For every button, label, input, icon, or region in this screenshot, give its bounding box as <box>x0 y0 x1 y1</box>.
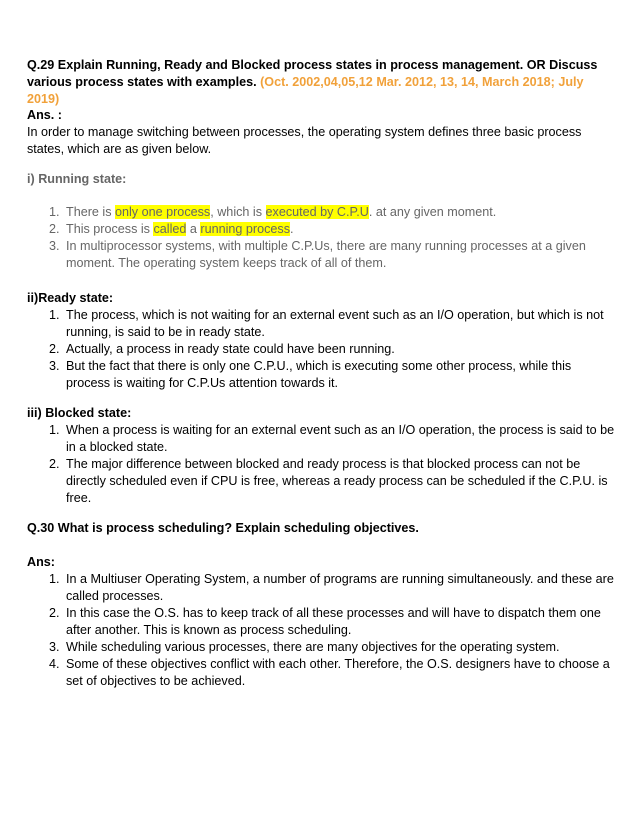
list-item <box>27 456 618 507</box>
list-text: But the fact that there is only one C.P.U., which is executing some other process, while this process is waiting for C.P.Us attention towards it. <box>66 359 572 390</box>
list-number: 4. <box>49 657 60 671</box>
list-number: 3. <box>49 239 60 253</box>
highlight: running process <box>200 222 291 236</box>
list-text: While scheduling various processes, there are many objectives for the operating system. <box>66 640 560 654</box>
list-item <box>27 307 618 341</box>
q30-list <box>27 571 618 690</box>
list-number: 1. <box>49 308 60 322</box>
running-state-list <box>27 204 618 272</box>
list-number: 1. <box>49 572 60 586</box>
list-number: 1. <box>49 423 60 437</box>
ready-state-list <box>27 307 618 392</box>
list-item <box>27 422 618 456</box>
list-number: 3. <box>49 640 60 654</box>
text-run: , which is <box>210 205 266 219</box>
list-text: Actually, a process in ready state could have been running. <box>66 342 395 356</box>
highlight: only one process <box>115 205 211 219</box>
list-text: When a process is waiting for an external event such as an I/O operation, the process is said to be in a blocked state. <box>66 423 615 454</box>
q29-dates: (Oct. 2002,04,05,12 Mar. 2012, 13, 14, March 2018; July 2019) <box>27 75 584 106</box>
list-item <box>27 204 618 221</box>
list-item <box>27 571 618 605</box>
list-item <box>27 341 618 358</box>
list-number: 2. <box>49 606 60 620</box>
highlight: called <box>153 222 187 236</box>
q30-ans-label: Ans: <box>27 555 55 569</box>
list-text: The major difference between blocked and ready process is that blocked process can not be directly scheduled even if CPU is free, whereas a ready process can be scheduled if the C.P.U. is free. <box>66 457 608 505</box>
list-text: Some of these objectives conflict with each other. Therefore, the O.S. designers have to choose a set of objectives to be achieved. <box>66 657 610 688</box>
q30-question: Q.30 What is process scheduling? Explain scheduling objectives. <box>27 521 419 535</box>
running-state-heading: i) Running state: <box>27 172 127 186</box>
list-item <box>27 238 618 272</box>
list-number: 2. <box>49 342 60 356</box>
list-item <box>27 358 618 392</box>
list-item <box>27 656 618 690</box>
q29-intro: In order to manage switching between processes, the operating system defines three basic process states, which are as given below. <box>27 125 582 156</box>
list-item <box>27 639 618 656</box>
list-number: 2. <box>49 222 60 236</box>
text-run: This process is <box>66 222 154 236</box>
list-item <box>27 605 618 639</box>
list-number: 3. <box>49 359 60 373</box>
text-run: There is <box>66 205 115 219</box>
list-text: In a Multiuser Operating System, a number of programs are running simultaneously. and these are called processes. <box>66 572 614 603</box>
highlight: executed by C.P.U <box>265 205 369 219</box>
list-item <box>27 221 618 238</box>
list-number: 1. <box>49 205 60 219</box>
q29-question-text: Q.29 Explain Running, Ready and Blocked process states in process management. OR Discuss various process states with examples. <box>27 58 598 89</box>
list-text: The process, which is not waiting for an external event such as an I/O operation, but which is not running, is said to be in ready state. <box>66 308 604 339</box>
text-run: a <box>186 222 201 236</box>
list-text: In this case the O.S. has to keep track of all these processes and will have to dispatch them one after another. This is known as process scheduling. <box>66 606 601 637</box>
text-run: . <box>290 222 294 236</box>
ready-state-heading: ii)Ready state: <box>27 291 114 305</box>
blocked-state-heading: iii) Blocked state: <box>27 406 132 420</box>
q29-ans-label: Ans. : <box>27 108 62 122</box>
text-run: . at any given moment. <box>368 205 497 219</box>
q29-question <box>27 57 618 108</box>
list-text: In multiprocessor systems, with multiple C.P.Us, there are many running processes at a given moment. The operating system keeps track of all of them. <box>66 239 586 270</box>
list-number: 2. <box>49 457 60 471</box>
blocked-state-list <box>27 422 618 507</box>
